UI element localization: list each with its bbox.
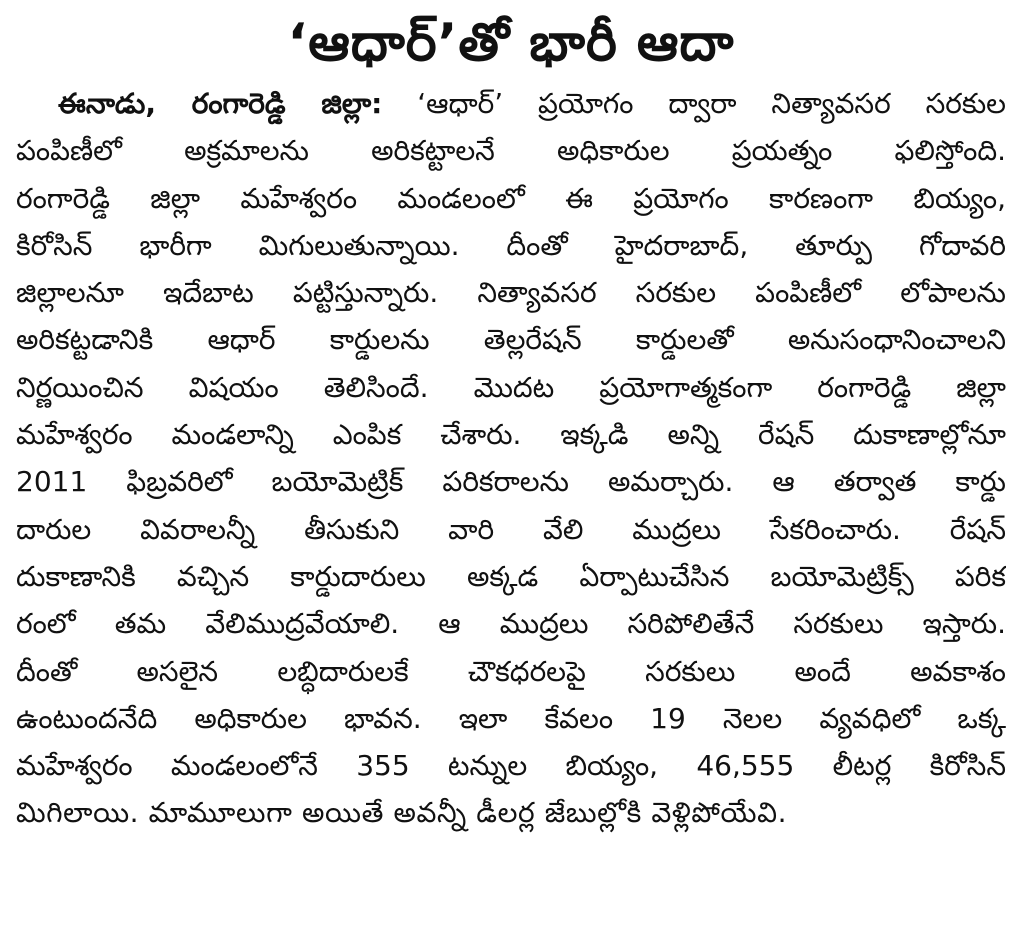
dateline: ఈనాడు, రంగారెడ్డి జిల్లా: bbox=[58, 87, 383, 120]
article-body bbox=[16, 80, 1006, 837]
body-line: 2011 ఫిబ్రవరిలో బయోమెట్రిక్ పరికరాలను అమర్చారు. ఆ తర్వాత కార్డు bbox=[16, 465, 1006, 499]
article-headline: ‘ఆధార్’తో భారీ ఆదా bbox=[287, 13, 735, 73]
body-line: అరికట్టడానికి ఆధార్ కార్డులను తెల్లరేషన్ కార్డులతో అనుసంధానించాలని bbox=[16, 323, 1006, 357]
body-line: పంపిణీలో అక్రమాలను అరికట్టాలనే అధికారుల ప్రయత్నం ఫలిస్తోంది. bbox=[16, 134, 1006, 168]
body-line: నిర్ణయించిన విషయం తెలిసిందే. మొదట ప్రయోగాత్మకంగా రంగారెడ్డి జిల్లా bbox=[16, 370, 1006, 404]
body-line bbox=[16, 80, 1006, 127]
body-line: రంలో తమ వేలిముద్రవేయాలి. ఆ ముద్రలు సరిపోలితేనే సరకులు ఇస్తారు. bbox=[16, 607, 1006, 641]
body-line: దారుల వివరాలన్నీ తీసుకుని వారి వేలి ముద్రలు సేకరించారు. రేషన్ bbox=[16, 512, 1006, 546]
body-line: రంగారెడ్డి జిల్లా మహేశ్వరం మండలంలో ఈ ప్రయోగం కారణంగా బియ్యం, bbox=[16, 181, 1006, 215]
body-line: మహేశ్వరం మండలాన్ని ఎంపిక చేశారు. ఇక్కడి అన్ని రేషన్ దుకాణాల్లోనూ bbox=[16, 418, 1006, 452]
body-line: దుకాణానికి వచ్చిన కార్డుదారులు అక్కడ ఏర్పాటుచేసిన బయోమెట్రిక్స్ పరిక bbox=[16, 559, 1006, 593]
body-line: ఉంటుందనేది అధికారుల భావన. ఇలా కేవలం 19 నెలల వ్యవధిలో ఒక్క bbox=[16, 701, 1006, 735]
body-line: దీంతో అసలైన లబ్ధిదారులకే చౌకధరలపై సరకులు అందే అవకాశం bbox=[16, 654, 1006, 688]
body-line: మిగిలాయి. మామూలుగా అయితే అవన్నీ డీలర్ల జేబుల్లోకి వెళ్లిపోయేవి. bbox=[16, 796, 788, 830]
body-line: కిరోసిన్ భారీగా మిగులుతున్నాయి. దీంతో హైదరాబాద్, తూర్పు గోదావరి bbox=[16, 228, 1006, 262]
body-line-text: ‘ఆధార్’ ప్రయోగం ద్వారా నిత్యావసర సరకుల bbox=[417, 87, 1006, 120]
body-line: జిల్లాలనూ ఇదేబాట పట్టిస్తున్నారు. నిత్యావసర సరకుల పంపిణీలో లోపాలను bbox=[16, 276, 1006, 310]
body-line: మహేశ్వరం మండలంలోనే 355 టన్నుల బియ్యం, 46,555 లీటర్ల కిరోసిన్ bbox=[16, 749, 1006, 783]
